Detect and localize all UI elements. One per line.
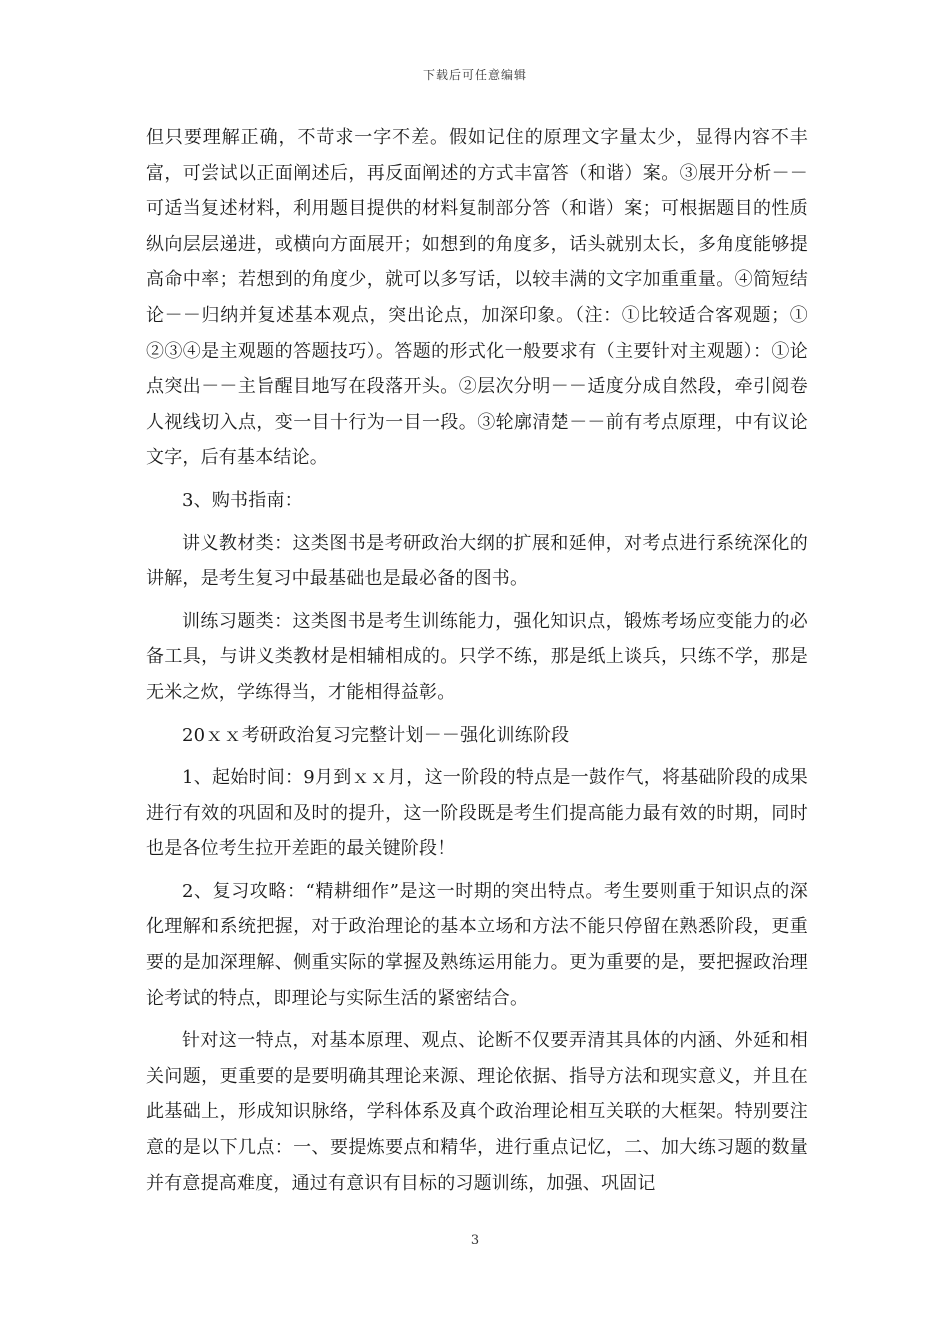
paragraph-stage-title: 20ｘｘ考研政治复习完整计划－－强化训练阶段	[182, 724, 570, 746]
page-number: 3	[470, 1233, 480, 1248]
paragraph-start-time: 1、起始时间：9月到ｘｘ月，这一阶段的特点是一鼓作气，将基础阶段的成果进行有效的巩固和及时的提升，这一阶段既是考生们提高能力最有效的时期，同时也是各位考生拉开差距的最关键阶段！	[146, 767, 808, 860]
paragraph-textbooks: 讲义教材类：这类图书是考研政治大纲的扩展和延伸，对考点进行系统深化的讲解，是考生复习中最基础也是最必备的图书。	[146, 532, 808, 590]
paragraph-book-guide-heading: 3、购书指南：	[182, 489, 303, 511]
document-body	[146, 120, 808, 1201]
paragraph-review-strategy: 2、复习攻略：“精耕细作”是这一时期的突出特点。考生要则重于知识点的深化理解和系统把握，对于政治理论的基本立场和方法不能只停留在熟悉阶段，更重要的是加深理解、侧重实际的掌握及熟练运用能力。更为重要的是，要把握政治理论考试的特点，即理论与实际生活的紧密结合。	[146, 880, 808, 1009]
paragraph-exercise-books: 训练习题类：这类图书是考生训练能力，强化知识点，锻炼考场应变能力的必备工具，与讲义类教材是相辅相成的。只学不练，那是纸上谈兵，只练不学，那是无米之炊，学练得当，才能相得益彰。	[146, 610, 808, 703]
paragraph-answer-techniques: 但只要理解正确，不苛求一字不差。假如记住的原理文字量太少，显得内容不丰富，可尝试以正面阐述后，再反面阐述的方式丰富答（和谐）案。③展开分析－－可适当复述材料，利用题目提供的材料复制部分答（和谐）案；可根据题目的性质纵向层层递进，或横向方面展开；如想到的角度多，话头就别太长，多角度能够提高命中率；若想到的角度少，就可以多写话，以较丰满的文字加重重量。④简短结论－－归纳并复述基本观点，突出论点，加深印象。（注：①比较适合客观题；①②③④是主观题的答题技巧）。答题的形式化一般要求有（主要针对主观题）：①论点突出－－主旨醒目地写在段落开头。②层次分明－－适度分成自然段，牵引阅卷人视线切入点，变一目十行为一目一段。③轮廓清楚－－前有考点原理，中有议论文字，后有基本结论。	[146, 127, 808, 469]
paragraph-key-points: 针对这一特点，对基本原理、观点、论断不仅要弄清其具体的内涵、外延和相关问题，更重要的是要明确其理论来源、理论依据、指导方法和现实意义，并且在此基础上，形成知识脉络，学科体系及真个政治理论相互关联的大框架。特别要注意的是以下几点：一、要提炼要点和精华，进行重点记忆，二、加大练习题的数量并有意提高难度，通过有意识有目标的习题训练，加强、巩固记	[146, 1030, 808, 1194]
page-header: 下载后可任意编辑	[422, 68, 527, 82]
